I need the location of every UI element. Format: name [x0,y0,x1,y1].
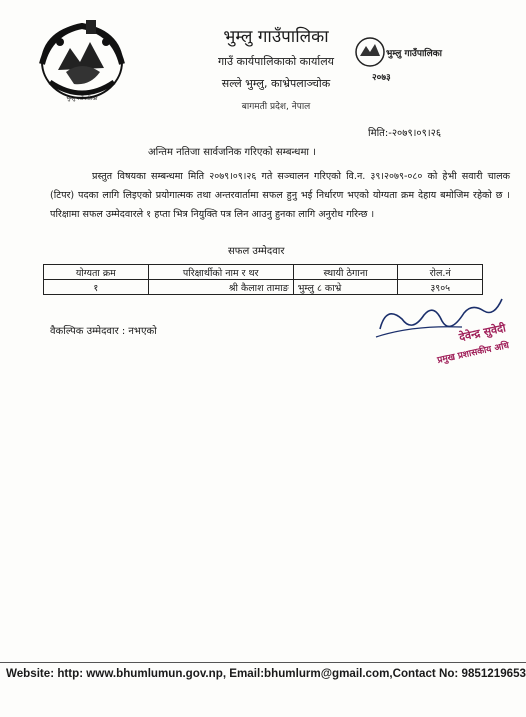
signatory-name: देवेन्द्र सुवेदी [457,321,507,344]
letter-date: मिति:-२०७९।०९।२६ [368,128,442,139]
footer-divider [0,662,526,663]
seal-text: भुम्लु गाउँपालिका [386,49,442,59]
footer-contact: Website: http: www.bhumlumun.gov.np, Email:bhumlurm@gmail.com,Contact No: 9851219653 [6,667,526,680]
province-name: बागमती प्रदेश, नेपाल [241,102,311,112]
letter-subject: अन्तिम नतिजा सार्वजनिक गरिएको सम्बन्धमा । [148,147,316,158]
seal-year: २०७३ [372,73,391,83]
col-name: परिक्षार्थीको नाम र थर [148,265,293,280]
success-heading: सफल उम्मेदवार [228,246,285,257]
municipality-name: भुम्लु गाउँपालिका [223,27,329,47]
alternate-candidate: वैकल्पिक उम्मेदवार : नभएको [50,326,157,337]
cell-address: भुम्लु ८ काभ्रे [293,280,398,295]
cell-name: श्री कैलाश तामाङ [148,280,293,295]
col-rank: योग्यता क्रम [44,265,149,280]
col-roll: रोल.नं [398,265,483,280]
body-paragraph: प्रस्तुत विषयका सम्बन्धमा मिति २०७९।०९।२६ गते सञ्चालन गरिएको वि.न. ३९।२०७९-०८० को हेभी सवारी चालक (टिपर) पदका लागि लिइएको प्रयोगात्मक तथा अन्तरवार्तामा सफल हुनु भई निर्धारण भएको योग्यता क्रम देहाय बमोजिम रहेको छ । परिक्षामा सफल उम्मेदवारले १ हप्ता भित्र नियुक्ति पत्र लिन आउनु हुनका लागि अनुरोध गरिन्छ । [50,171,510,220]
emblem-caption: भुम्लु गाउँपालिका [66,96,98,102]
table-header-row [44,265,483,280]
office-name: गाउँ कार्यपालिकाको कार्यालय [217,55,335,68]
col-address: स्थायी ठेगाना [293,265,398,280]
signatory-title: प्रमुख प्रशासकीय अधि [436,340,511,366]
cell-rank: १ [44,280,149,295]
nepal-emblem-logo [30,12,134,108]
signature-stamp [372,285,522,365]
municipality-seal [342,30,442,86]
letter-body [50,167,510,224]
office-location: सल्ले भुम्लु, काभ्रेपलाञ्चोक [221,77,331,90]
cell-roll: ३९०५ [398,280,483,295]
